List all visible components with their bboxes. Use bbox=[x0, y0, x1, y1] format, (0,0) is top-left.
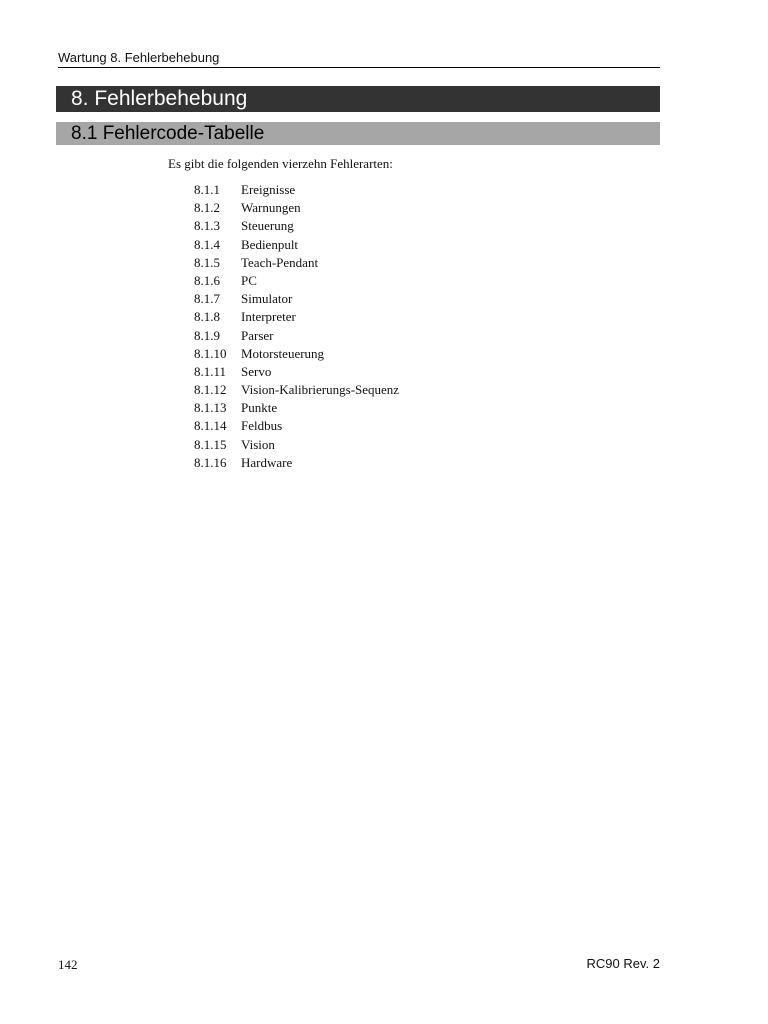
item-number: 8.1.1 bbox=[194, 182, 220, 197]
item-label: Warnungen bbox=[241, 200, 301, 216]
error-type-list bbox=[194, 182, 399, 473]
item-number: 8.1.13 bbox=[194, 400, 227, 416]
list-item bbox=[194, 455, 399, 473]
item-number: 8.1.7 bbox=[194, 291, 220, 307]
list-item bbox=[194, 309, 399, 327]
page-number: 142 bbox=[58, 957, 78, 972]
item-label: Vision-Kalibrierungs-Sequenz bbox=[241, 382, 400, 398]
item-label: Simulator bbox=[241, 291, 293, 307]
item-number: 8.1.9 bbox=[194, 327, 220, 343]
item-number: 8.1.6 bbox=[194, 272, 220, 288]
list-item bbox=[194, 400, 399, 418]
item-label: Teach-Pendant bbox=[241, 254, 319, 270]
item-number: 8.1.5 bbox=[194, 254, 220, 270]
item-number: 8.1.3 bbox=[194, 218, 220, 234]
list-item bbox=[194, 364, 399, 382]
item-number: 8.1.11 bbox=[194, 363, 227, 379]
list-item bbox=[194, 218, 399, 236]
running-header: Wartung 8. Fehlerbehebung bbox=[58, 50, 660, 68]
list-item bbox=[194, 255, 399, 273]
list-item bbox=[194, 382, 399, 400]
item-number: 8.1.2 bbox=[194, 200, 220, 216]
document-revision: RC90 Rev. 2 bbox=[586, 956, 660, 971]
item-label: Servo bbox=[241, 363, 272, 379]
intro-text: Es gibt die folgenden vierzehn Fehlerarten: bbox=[168, 156, 393, 171]
item-label: Punkte bbox=[241, 400, 278, 416]
list-item bbox=[194, 418, 399, 436]
item-label: Vision bbox=[241, 436, 275, 452]
item-number: 8.1.4 bbox=[194, 236, 220, 252]
item-number: 8.1.8 bbox=[194, 309, 220, 325]
item-label: Steuerung bbox=[241, 218, 294, 234]
item-label: PC bbox=[241, 272, 257, 288]
item-label: Motorsteuerung bbox=[241, 345, 325, 361]
list-item bbox=[194, 437, 399, 455]
list-item bbox=[194, 182, 399, 200]
item-number: 8.1.14 bbox=[194, 418, 227, 434]
list-item bbox=[194, 346, 399, 364]
item-number: 8.1.16 bbox=[194, 454, 227, 470]
chapter-title: 8. Fehlerbehebung bbox=[56, 86, 660, 112]
item-label: Feldbus bbox=[241, 418, 283, 434]
list-item bbox=[194, 200, 399, 218]
item-number: 8.1.12 bbox=[194, 382, 227, 398]
item-label: Ereignisse bbox=[241, 182, 296, 197]
section-title: 8.1 Fehlercode-Tabelle bbox=[56, 122, 660, 145]
list-item bbox=[194, 273, 399, 291]
item-number: 8.1.15 bbox=[194, 436, 227, 452]
list-item bbox=[194, 291, 399, 309]
item-label: Interpreter bbox=[241, 309, 296, 325]
item-label: Hardware bbox=[241, 454, 293, 470]
item-number: 8.1.10 bbox=[194, 345, 227, 361]
item-label: Parser bbox=[241, 327, 274, 343]
item-label: Bedienpult bbox=[241, 236, 299, 252]
list-item bbox=[194, 328, 399, 346]
list-item bbox=[194, 237, 399, 255]
